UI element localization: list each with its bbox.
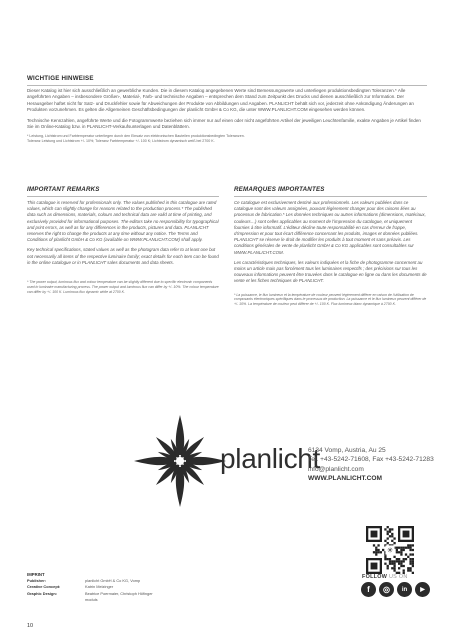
french-rule bbox=[234, 196, 427, 197]
imprint-table bbox=[27, 578, 153, 604]
german-footnote-1: * Leistung, Lichtstrom und Farbtemperatur unterliegen durch den Einsatz von elektronischen Bauteilen produktionsbedingten Toleranzen. bbox=[27, 134, 245, 139]
german-body bbox=[27, 88, 427, 144]
svg-text:✳: ✳ bbox=[387, 547, 393, 555]
page-number: 10 bbox=[27, 623, 34, 629]
facebook-icon[interactable]: f bbox=[361, 582, 376, 597]
english-rule bbox=[27, 196, 219, 197]
social-icons bbox=[361, 582, 433, 597]
english-footnote: * The power output, luminous flux and colour temperature can be slightly different due to specific electronic components used in luminaire manufacturing process. The power output and luminous flux can differ by +/- 10%. The colour temperature can differ by +/- 100 K. Luminous flux dynamic white at 2700 K. bbox=[27, 280, 219, 294]
address-email[interactable]: info@planlicht.com bbox=[308, 465, 364, 473]
german-paragraph-2: Technische Kennzahlen, angeführte Werte und die Fotogrammwerte beziehen sich immer nur auf einen oder nicht angeführten Artikel der jeweiligen Leuchtenfamilie, exakte Angaben je Artikel finden Sie im Online-Katalog bzw. in PLANLICHT-Verkaufsunterlagen und Datenblättern. bbox=[27, 117, 421, 130]
imprint-row: Creative Concept: Katrin Melzinger bbox=[27, 584, 114, 590]
german-heading: WICHTIGE HINWEISE bbox=[27, 75, 94, 82]
french-footnote: * La puissance, le flux lumineux et la température de couleur peuvent légèrement différer en raison de l’utilisation de composants électroniques spécifiques dans le processus de production. La puissance et le flux lumineux peuvent différer de +/- 10%. La température de couleur peut différer de +/- 100 K. Flux lumineux blanc dynamique à 2700 K. bbox=[234, 292, 427, 307]
english-heading: IMPORTANT REMARKS bbox=[27, 186, 100, 193]
french-paragraph-1: Ce catalogue est exclusivement destiné aux professionnels. Les valeurs publiées dans ce catalogue sont des valeurs assignées, pouvant légèrement changer pour des raisons liées au processus de fabrication.* Les données techniques ou autres informations (dimensions, matériaux, couleurs…) sont celles applicables au moment de l’impression du catalogue, et uniquement fournies à titre informatif. L’éditeur décline toute responsabilité en cas d’erreur de frappe, d’impression et pour tout écart différence concernant les produits, images et données publiées. PLANLICHT se réserve le droit de modifier les produits à tout moment et sans préavis. Les conditions générales de vente de planlicht GmbH & Co KG applicables sont consultables sur WWW.PLANLICHT.COM. bbox=[234, 200, 426, 255]
address-phone: Tel. +43-5242-71608, Fax +43-5242-71283 bbox=[308, 456, 434, 464]
imprint-row: Graphic Design: Beatrice Poermaier, Christoph Höfinger bbox=[27, 590, 153, 596]
imprint-row: moduls bbox=[85, 597, 98, 603]
german-rule bbox=[27, 85, 427, 86]
imprint-row: Publisher: planlicht GmbH & Co KG, Vomp bbox=[27, 578, 141, 583]
address-block bbox=[308, 446, 434, 484]
french-heading: REMARQUES IMPORTANTES bbox=[234, 186, 325, 193]
starburst-logo-icon bbox=[130, 411, 230, 511]
youtube-icon[interactable]: ▶ bbox=[415, 582, 430, 597]
french-paragraph-2: Les caractéristiques techniques, les valeurs indiquées et la fiche de photogramme concernent au moins un article mais pas forcément tous les luminaires respectifs ; des précisions sur tous les nouveaux informations peuvent être trouvées dans le catalogue en ligne ou dans les documents de vente et les fiches techniques de PLANLICHT. bbox=[234, 259, 427, 284]
linkedin-icon[interactable]: in bbox=[397, 582, 412, 597]
instagram-icon[interactable]: ◎ bbox=[379, 582, 394, 597]
german-paragraph-1: Dieser Katalog ist hier sich ausschließlich an gewerbliche Kunden. Die in diesem Katalog angegebenen Werte sind Bemessungswerte und unterliegen produktionsbedingten Toleranzen.* Alle angeführten Angaben – insbesondere Größen-, Material-, Farb- und technische Angaben – entsprechen dem Stand zum Zeitpunkt des Drucks und dienen ausschließlich zur Information. Der Herausgeber haftet nicht für Satz- und Druckfehler sowie für Abweichungen der Produkte von Abbildungen und Angaben. PLANLICHT behält sich vor, jederzeit ohne Ankündigung Änderungen an Produkten vorzunehmen. Es gelten die Allgemeinen Geschäftsbedingungen der planlicht GmbH & Co KG, die unter WWW.PLANLICHT.COM eingesehen werden können. bbox=[27, 88, 414, 113]
planlicht-logo-mark bbox=[130, 411, 230, 511]
planlicht-wordmark: planlicht bbox=[220, 443, 321, 474]
english-paragraph-1: This catalogue is reserved for professionals only. The values published in this catalogue are rated values, which can slightly change for reasons related to the production process.* The published data such as dimensions, materials, colours and technical data are valid at time of printing, and exclusively provided for informational purposes. The editors take no responsibility for typographical and print errors, as well as for any differences in the products, pictures and data. PLANLICHT reserves the right to change the products at any time without any notice. The Terms and Conditions of planlicht GmbH & Co KG (available on WWW.PLANLICHT.COM) shall apply. bbox=[27, 200, 219, 243]
address-website[interactable]: WWW.PLANLICHT.COM bbox=[308, 475, 382, 483]
french-body bbox=[234, 200, 427, 307]
address-street: 6134 Vomp, Austria, Au 25 bbox=[308, 447, 386, 454]
english-body bbox=[27, 200, 219, 294]
imprint-title: IMPRINT bbox=[27, 572, 45, 577]
english-paragraph-2: Key technical specifications, stated values as well as the photogram data refer to at least one but not necessarily all items of the respective luminaire family; exact details for each item can be found in the online catalogue or in PLANLICHT sales documents and data sheets. bbox=[27, 247, 219, 265]
qr-code[interactable] bbox=[366, 526, 414, 574]
follow-us-label: FOLLOW US ON bbox=[362, 574, 408, 580]
qr-code-icon bbox=[366, 526, 414, 574]
german-footnote-2: Toleranz Leistung und Lichtstrom +/- 10%; Toleranz Farbtemperatur +/- 100 K; Lichtstrom dynamisch weiß bei 2700 K. bbox=[27, 139, 215, 144]
